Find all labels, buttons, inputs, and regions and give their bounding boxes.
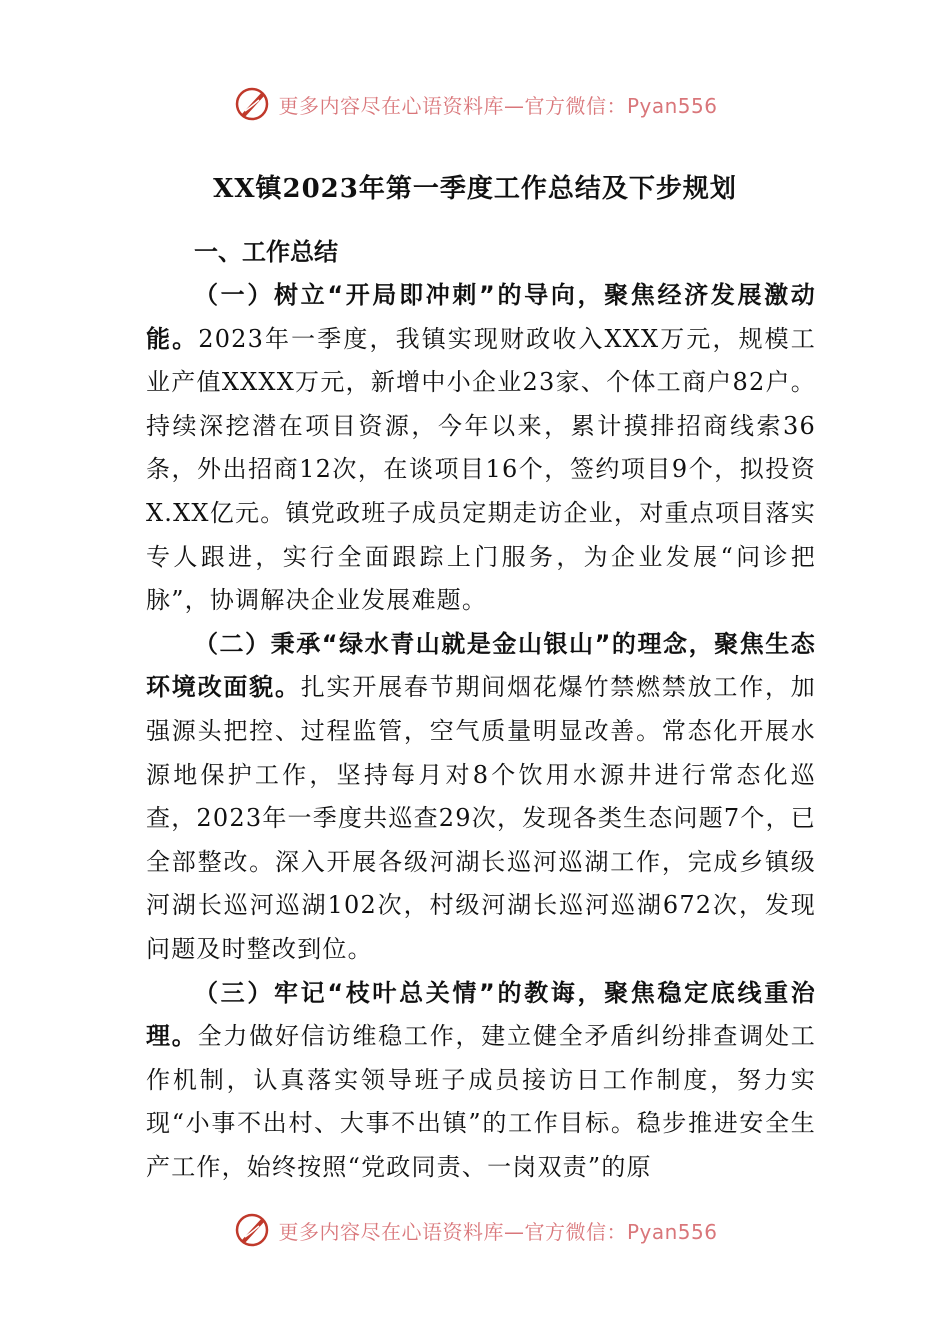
paragraph-2 (146, 623, 816, 972)
watermark-banner-top (0, 82, 950, 126)
document-title: XX镇2023年第一季度工作总结及下步规划 (213, 174, 737, 204)
paragraph-lead: （三）牢记“枝叶总关情”的教诲，聚焦稳定底线重治理。 (146, 978, 816, 1051)
paragraph-text: 全力做好信访维稳工作，建立健全矛盾纠纷排查调处工作机制，认真落实领导班子成员接访日工作制度，努力实现“小事不出村、大事不出镇”的工作目标。稳步推进安全生产工作，始终按照“党政同责、一岗双责”的原 (146, 1022, 816, 1181)
pen-logo-icon (232, 84, 272, 124)
paragraph-1 (146, 274, 816, 623)
watermark-text: 更多内容尽在心语资料库—官方微信：Pyan556 (278, 1219, 718, 1244)
paragraph-text: 2023年一季度，我镇实现财政收入XXX万元，规模工业产值XXXX万元，新增中小企业23家、个体工商户82户。持续深挖潜在项目资源，今年以来，累计摸排招商线索36条，外出招商12次，在谈项目16个，签约项目9个，拟投资X.XX亿元。镇党政班子成员定期走访企业，对重点项目落实专人跟进，实行全面跟踪上门服务，为企业发展“问诊把脉”，协调解决企业发展难题。 (146, 324, 816, 615)
paragraph-text: 扎实开展春节期间烟花爆竹禁燃禁放工作，加强源头把控、过程监管，空气质量明显改善。常态化开展水源地保护工作，坚持每月对8个饮用水源井进行常态化巡查，2023年一季度共巡查29次，发现各类生态问题7个，已全部整改。深入开展各级河湖长巡河巡湖工作，完成乡镇级河湖长巡河巡湖102次，村级河湖长巡河巡湖672次，发现问题及时整改到位。 (146, 673, 817, 963)
watermark-text: 更多内容尽在心语资料库—官方微信：Pyan556 (278, 93, 718, 118)
section-heading: 一、工作总结 (194, 238, 338, 266)
pen-logo-icon (232, 1210, 272, 1250)
paragraph-lead: （一）树立“开局即冲刺”的导向，聚焦经济发展激动能。 (146, 281, 816, 353)
watermark-banner-bottom (0, 1208, 950, 1252)
document-body (146, 230, 816, 1189)
paragraph-lead: （二）秉承“绿水青山就是金山银山”的理念，聚焦生态环境改面貌。 (146, 629, 816, 702)
paragraph-3 (146, 972, 816, 1190)
